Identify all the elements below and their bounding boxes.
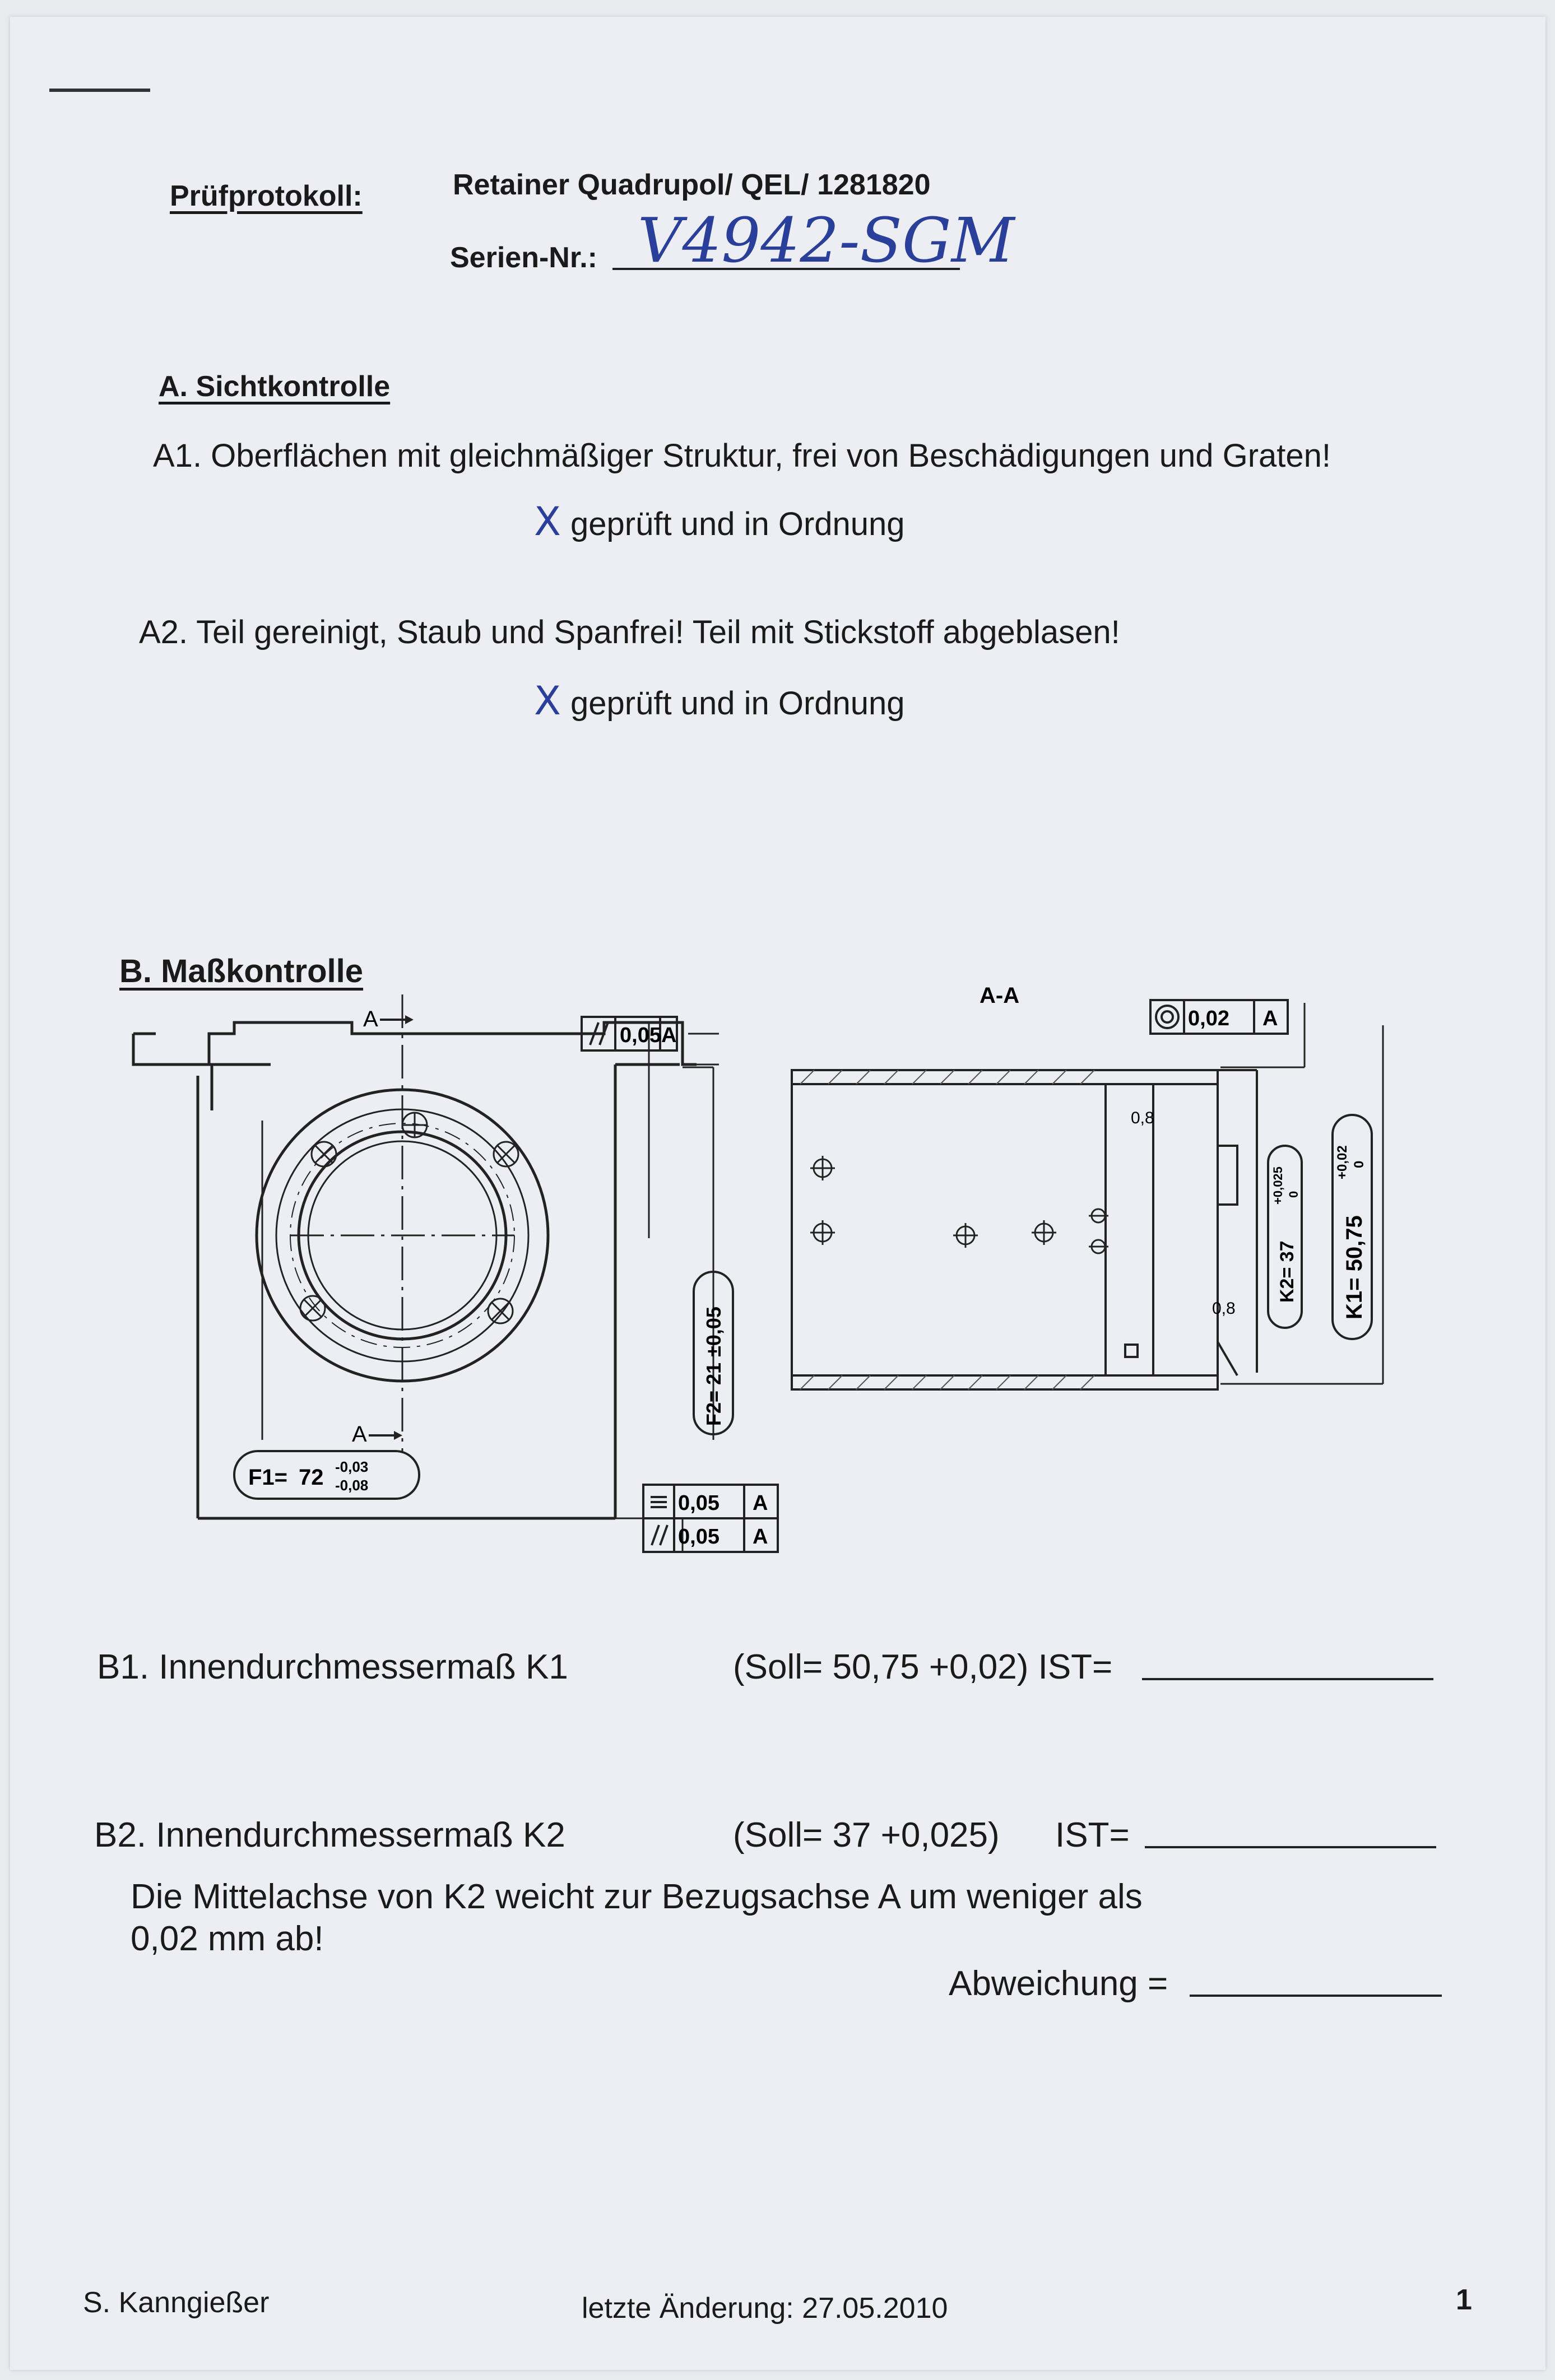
- section-marker-top: A: [363, 1007, 378, 1031]
- technical-drawing: [122, 980, 1389, 1569]
- tol-parallel-bottom-datum: A: [753, 1525, 768, 1549]
- section-marker-bottom: A: [352, 1422, 367, 1447]
- k1-tol-upper: +0,02: [1335, 1145, 1350, 1179]
- footer-last-change: letzte Änderung: 27.05.2010: [582, 2292, 948, 2325]
- tol-parallel-bottom: 0,05: [678, 1525, 720, 1549]
- surface-mark-1: 0,8: [1131, 1109, 1154, 1127]
- tol-symmetry: 0,05: [678, 1491, 720, 1515]
- section-a-heading: A. Sichtkontrolle: [159, 370, 391, 403]
- f2-dimension: F2= 21 ±0,05: [702, 1307, 725, 1426]
- document-page: [10, 17, 1545, 2370]
- k1-tol-lower: 0: [1352, 1160, 1367, 1168]
- k2-tol-upper: +0,025: [1271, 1166, 1285, 1205]
- k1-dimension: K1= 50,75: [1342, 1215, 1367, 1319]
- k2-note-line2: 0,02 mm ab!: [131, 1919, 324, 1958]
- a2-check-text: geprüft und in Ordnung: [570, 685, 905, 722]
- a1-text: A1. Oberflächen mit gleichmäßiger Struktur, frei von Beschädigungen und Graten!: [153, 438, 1331, 474]
- serial-value: V4942-SGM: [638, 204, 1015, 276]
- b1-label: B1. Innendurchmessermaß K1: [97, 1648, 568, 1686]
- surface-mark-2: 0,8: [1212, 1299, 1236, 1318]
- a2-text: A2. Teil gereinigt, Staub und Spanfrei! Teil mit Stickstoff abgeblasen!: [139, 614, 1120, 650]
- part-title: Retainer Quadrupol/ QEL/ 1281820: [453, 169, 931, 201]
- tol-parallel-top-datum: A: [661, 1024, 677, 1047]
- a2-check-mark: X: [534, 678, 561, 724]
- f1-value: 72: [299, 1465, 324, 1490]
- tol-symmetry-datum: A: [753, 1491, 768, 1515]
- footer-author: S. Kanngießer: [83, 2286, 270, 2319]
- corner-mark: [49, 89, 150, 92]
- k2-note-line1: Die Mittelachse von K2 weicht zur Bezugsachse A um weniger als: [131, 1877, 1143, 1916]
- b2-label: B2. Innendurchmessermaß K2: [94, 1816, 565, 1854]
- b1-ist-blank: [1142, 1678, 1433, 1680]
- deviation-label: Abweichung =: [949, 1964, 1168, 2003]
- k2-tol-lower: 0: [1287, 1191, 1301, 1198]
- f1-tol-lower: -0,08: [335, 1477, 369, 1494]
- f1-label: F1=: [248, 1465, 288, 1490]
- tol-concentric: 0,02: [1188, 1007, 1229, 1030]
- deviation-blank: [1190, 1995, 1442, 1997]
- footer-page-number: 1: [1456, 2284, 1472, 2316]
- b2-ist-blank: [1145, 1846, 1436, 1848]
- b2-soll: (Soll= 37 +0,025): [733, 1816, 1000, 1854]
- a1-check-mark: X: [534, 499, 561, 545]
- a1-check-text: geprüft und in Ordnung: [570, 506, 905, 542]
- tol-parallel-top: 0,05: [620, 1024, 661, 1047]
- k2-dimension: K2= 37: [1277, 1240, 1298, 1303]
- protocol-label: Prüfprotokoll:: [170, 180, 363, 212]
- serial-label: Serien-Nr.:: [450, 241, 597, 274]
- tol-concentric-datum: A: [1262, 1007, 1278, 1030]
- section-view-label: A-A: [980, 983, 1020, 1008]
- b1-soll: (Soll= 50,75 +0,02) IST=: [733, 1648, 1113, 1686]
- section-b-heading: B. Maßkontrolle: [119, 953, 364, 989]
- f1-tol-upper: -0,03: [335, 1458, 369, 1475]
- b2-ist: IST=: [1055, 1816, 1130, 1854]
